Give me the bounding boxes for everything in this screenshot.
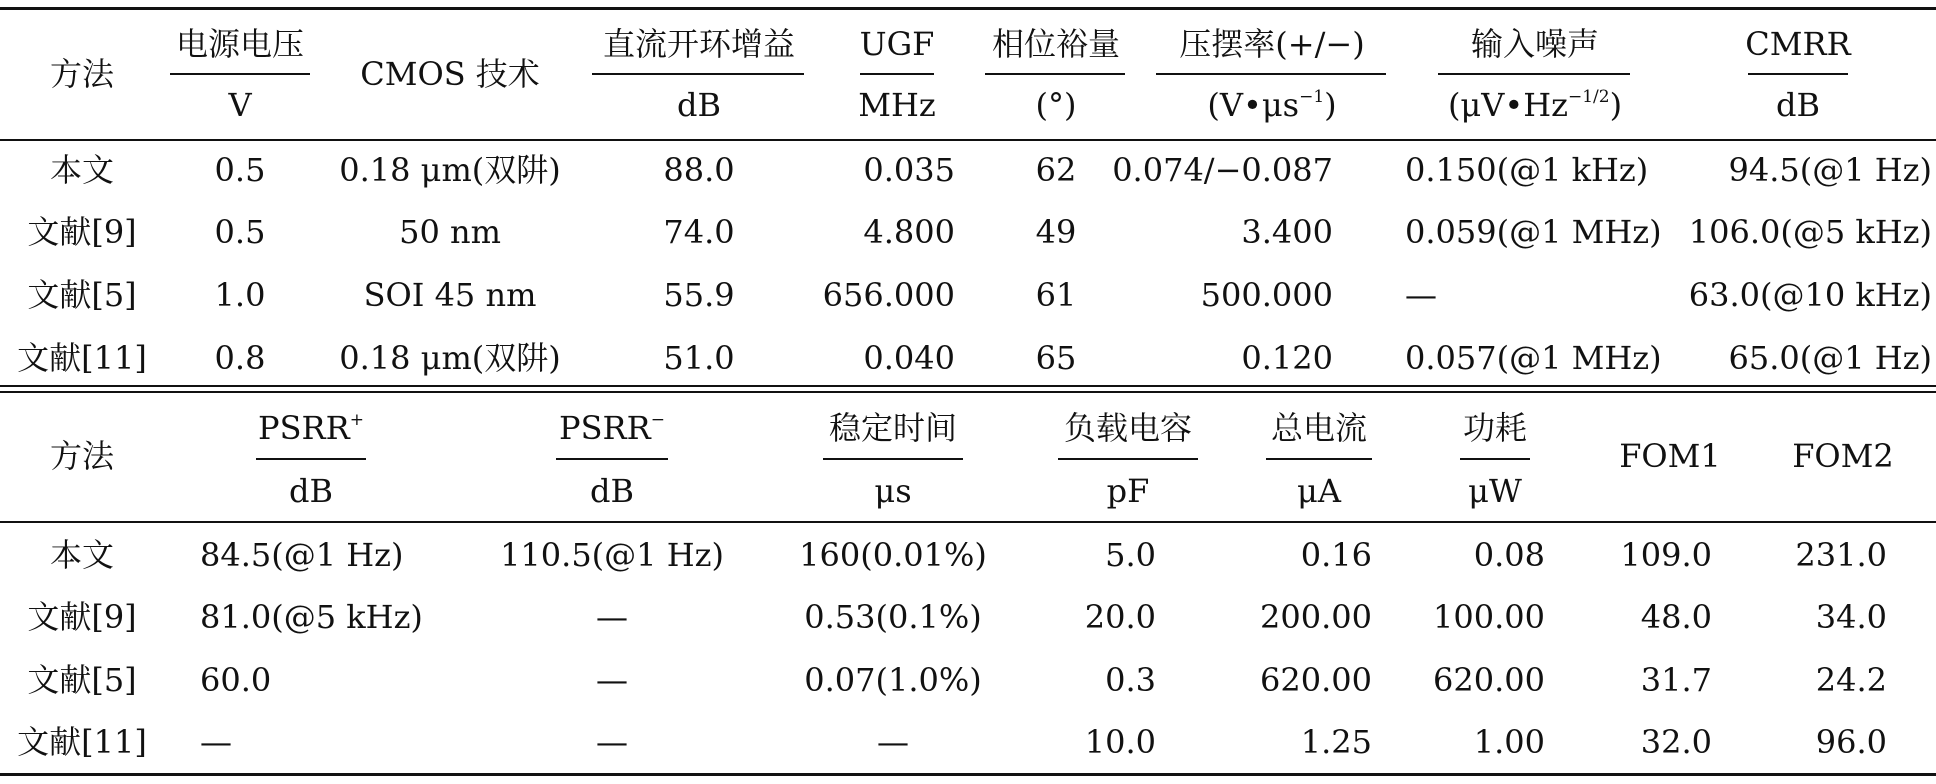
t2-header-settling-time: 稳定时间 (828, 409, 958, 447)
t1-header-ugf: UGF (859, 25, 935, 63)
table2-cell-power: 620.00 (1433, 661, 1545, 699)
table1-cell-noise: 0.150(@1 kHz) (1405, 151, 1649, 189)
table1-cell-cmos: 50 nm (399, 213, 501, 251)
table2-cell-current: 200.00 (1260, 598, 1372, 636)
table1-cell-cmrr: 65.0(@1 Hz) (1728, 339, 1932, 377)
t1-header-gain-unit: dB (677, 86, 721, 124)
table2-cell-psrr-plus: 84.5(@1 Hz) (200, 536, 404, 574)
table1-cell-gain: 88.0 (663, 151, 735, 189)
t1-noise-fraction-line (1438, 73, 1630, 75)
table1-cell-ugf: 0.035 (863, 151, 955, 189)
table1-cell-pm: 61 (1035, 276, 1077, 314)
table1-cell-method: 文献[5] (27, 276, 137, 314)
t2-header-power: 功耗 (1462, 409, 1528, 447)
t2-header-load-capacitance-unit: pF (1106, 472, 1150, 510)
t2-header-fom1: FOM1 (1619, 437, 1721, 475)
t2-header-fom2: FOM2 (1792, 437, 1894, 475)
table1-cell-method: 文献[9] (27, 213, 137, 251)
table1-cell-cmos: 0.18 μm(双阱) (339, 151, 561, 189)
table2-cell-psrr-minus: 110.5(@1 Hz) (500, 536, 724, 574)
table2-cell-fom1: 109.0 (1620, 536, 1712, 574)
table2-cell-fom1: 48.0 (1640, 598, 1712, 636)
t1-header-cmos: CMOS 技术 (360, 55, 540, 93)
t1-header-voltage-unit: V (228, 86, 252, 124)
table1-cell-ugf: 4.800 (863, 213, 955, 251)
table1-cell-pm: 49 (1035, 213, 1077, 251)
table1-cell-voltage: 1.0 (214, 276, 266, 314)
table1-cell-noise: 0.057(@1 MHz) (1405, 339, 1662, 377)
table2-cell-load: 0.3 (1105, 661, 1156, 699)
t1-header-slew-rate-unit: $(V•\mu s^{-1})$ (1207, 86, 1337, 124)
t2-header-method: 方法 (49, 437, 115, 475)
table2-cell-method: 文献[9] (27, 598, 137, 636)
table2-cell-method: 文献[5] (27, 661, 137, 699)
t1-gain-fraction-line (592, 73, 804, 75)
table1-cell-method: 文献[11] (17, 339, 147, 377)
table2-cell-psrr-plus: 60.0 (200, 661, 272, 699)
t1-header-method: 方法 (49, 55, 115, 93)
t1-header-voltage: 电源电压 (175, 25, 305, 63)
table2-cell-psrr-plus: — (200, 723, 232, 761)
table1-cell-voltage: 0.8 (214, 339, 266, 377)
t2-load-fraction-line (1058, 458, 1198, 460)
table1-cell-noise: 0.059(@1 MHz) (1405, 213, 1662, 251)
t1-header-pm: 相位裕量 (991, 25, 1121, 63)
top-rule (0, 7, 1936, 10)
table2-cell-fom2: 96.0 (1815, 723, 1887, 761)
table2-cell-fom2: 34.0 (1815, 598, 1887, 636)
table1-cell-gain: 51.0 (663, 339, 735, 377)
double-rule-a (0, 385, 1936, 387)
t2-header-psrr-minus-unit: dB (590, 472, 634, 510)
t2-current-fraction-line (1266, 458, 1372, 460)
table1-cell-cmrr: 106.0(@5 kHz) (1688, 213, 1932, 251)
t1-ugf-fraction-line (860, 73, 934, 75)
table2-cell-settling: 0.07(1.0%) (804, 661, 982, 699)
table2-cell-psrr-minus: — (596, 661, 628, 699)
table1-cell-cmos: SOI 45 nm (363, 276, 537, 314)
t2-power-fraction-line (1460, 458, 1530, 460)
table1-cell-ugf: 0.040 (863, 339, 955, 377)
t2-header-psrr-plus-unit: dB (289, 472, 333, 510)
table2-cell-power: 0.08 (1473, 536, 1545, 574)
table2-cell-power: 100.00 (1433, 598, 1545, 636)
table1-cell-slew: 3.400 (1241, 213, 1333, 251)
table2-cell-method: 文献[11] (17, 723, 147, 761)
t1-pm-fraction-line (985, 73, 1125, 75)
t2-header-total-current: 总电流 (1270, 409, 1368, 447)
table1-cell-slew: 500.000 (1200, 276, 1333, 314)
table2-cell-fom2: 231.0 (1795, 536, 1887, 574)
t1-header-noise-unit: $(\mu V•Hz^{-1/2})$ (1447, 86, 1623, 124)
t2-header-power-unit: μW (1468, 472, 1522, 510)
table1-cell-gain: 55.9 (663, 276, 735, 314)
table1-cell-cmrr: 94.5(@1 Hz) (1728, 151, 1932, 189)
header2-rule (0, 521, 1936, 523)
table1-cell-slew: 0.120 (1241, 339, 1333, 377)
header1-rule (0, 139, 1936, 141)
bottom-rule (0, 773, 1936, 776)
table1-cell-noise: — (1405, 276, 1437, 314)
t2-header-load-capacitance: 负载电容 (1063, 409, 1193, 447)
table2-cell-psrr-plus: 81.0(@5 kHz) (200, 598, 423, 636)
t2-header-total-current-unit: μA (1297, 472, 1341, 510)
t2-header-settling-time-unit: μs (874, 472, 912, 510)
t2-settling-fraction-line (823, 458, 963, 460)
t1-header-slew-rate: 压摆率(+/−) (1179, 25, 1365, 63)
table1-cell-voltage: 0.5 (214, 213, 266, 251)
table1-cell-method: 本文 (49, 151, 115, 189)
table1-cell-voltage: 0.5 (214, 151, 266, 189)
t1-header-cmrr-unit: dB (1776, 86, 1820, 124)
t2-psrr-plus-fraction-line (256, 458, 366, 460)
table2-cell-fom1: 31.7 (1640, 661, 1712, 699)
t1-header-noise: 输入噪声 (1470, 25, 1600, 63)
table2-cell-load: 10.0 (1084, 723, 1156, 761)
table2-cell-psrr-minus: — (596, 723, 628, 761)
table2-cell-load: 5.0 (1105, 536, 1156, 574)
t1-cmrr-fraction-line (1748, 73, 1848, 75)
table1-cell-pm: 65 (1035, 339, 1077, 377)
table2-cell-settling: 160(0.01%) (799, 536, 987, 574)
t1-header-pm-unit: (°) (1035, 86, 1077, 124)
t1-header-cmrr: CMRR (1745, 25, 1851, 63)
table1-cell-pm: 62 (1035, 151, 1077, 189)
table2-cell-current: 620.00 (1260, 661, 1372, 699)
table2-cell-current: 1.25 (1300, 723, 1372, 761)
t1-header-ugf-unit: MHz (858, 86, 936, 124)
table1-cell-gain: 74.0 (663, 213, 735, 251)
table2-cell-settling: 0.53(0.1%) (804, 598, 982, 636)
table2-cell-load: 20.0 (1084, 598, 1156, 636)
table1-cell-cmrr: 63.0(@10 kHz) (1688, 276, 1932, 314)
table2-cell-fom2: 24.2 (1815, 661, 1887, 699)
t2-header-psrr-minus: PSRR− (559, 409, 665, 447)
t2-header-psrr-plus: PSRR+ (258, 409, 364, 447)
table2-cell-psrr-minus: — (596, 598, 628, 636)
table2-cell-power: 1.00 (1473, 723, 1545, 761)
table2-cell-method: 本文 (49, 536, 115, 574)
table1-cell-cmos: 0.18 μm(双阱) (339, 339, 561, 377)
table2-cell-settling: — (877, 723, 909, 761)
t1-slew-fraction-line (1156, 73, 1386, 75)
t2-psrr-minus-fraction-line (556, 458, 668, 460)
table1-cell-ugf: 656.000 (822, 276, 955, 314)
table2-cell-current: 0.16 (1300, 536, 1372, 574)
t1-voltage-fraction-line (170, 73, 310, 75)
table1-cell-slew: 0.074/−0.087 (1112, 151, 1333, 189)
table2-cell-fom1: 32.0 (1640, 723, 1712, 761)
t1-header-gain: 直流开环增益 (602, 25, 796, 63)
double-rule-b (0, 391, 1936, 393)
